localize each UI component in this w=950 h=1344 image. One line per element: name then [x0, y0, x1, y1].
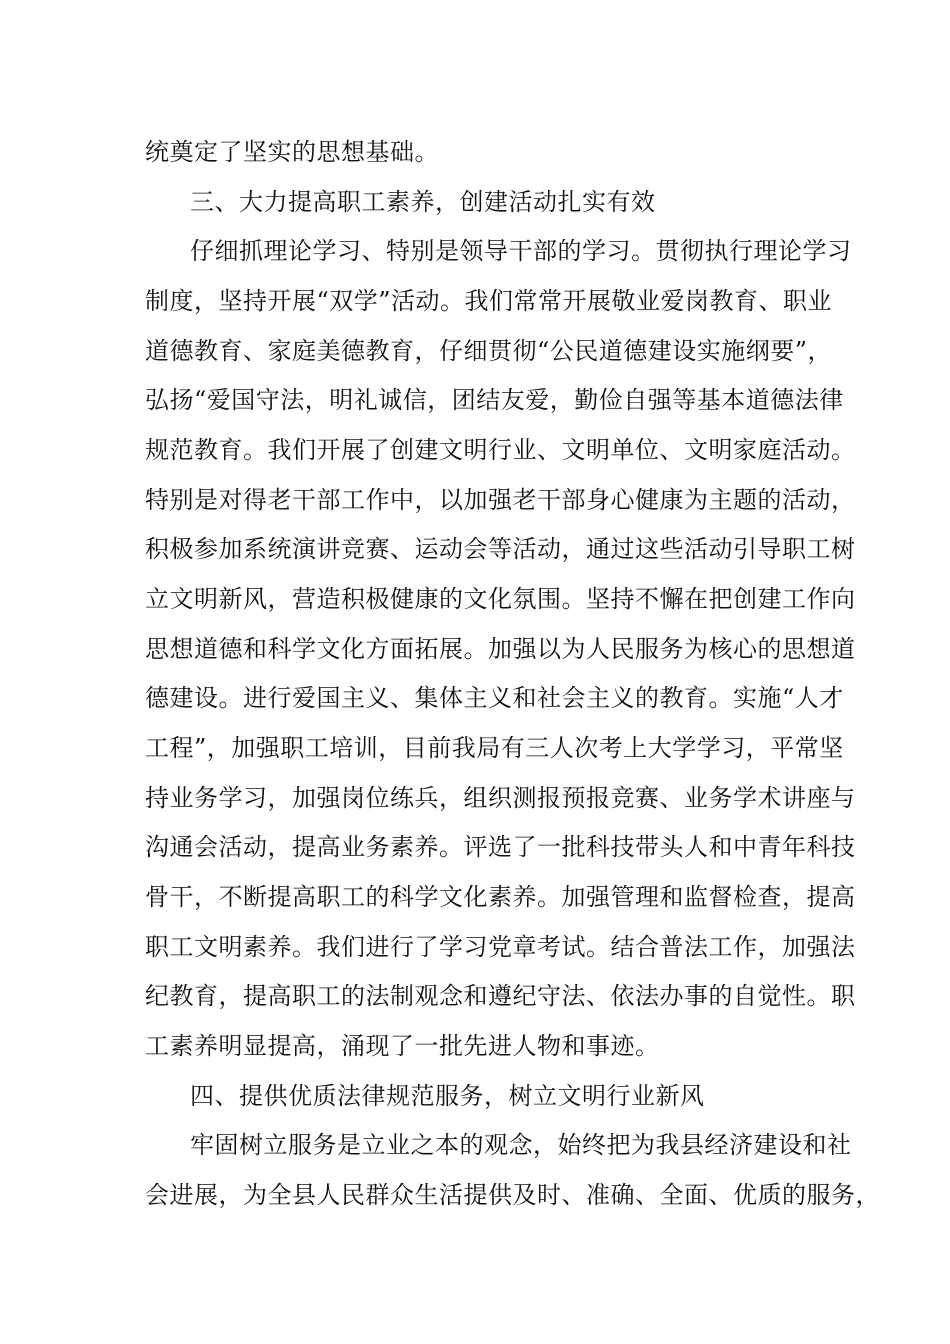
- text-line: 职工文明素养。我们进行了学习党章考试。结合普法工作，加强法: [145, 933, 856, 961]
- text-line: 思想道德和科学文化方面拓展。加强以为人民服务为核心的思想道: [145, 635, 856, 663]
- text-line: 积极参加系统演讲竞赛、运动会等活动，通过这些活动引导职工树: [145, 535, 856, 563]
- text-line: 工程”，加强职工培训，目前我局有三人次考上大学学习，平常坚: [145, 734, 844, 762]
- text-line: 仔细抓理论学习、特别是领导干部的学习。贯彻执行理论学习: [190, 237, 852, 265]
- section-heading-4: 四、提供优质法律规范服务，树立文明行业新风: [190, 1082, 705, 1110]
- text-line: 沟通会活动，提高业务素养。评选了一批科技带头人和中青年科技: [145, 833, 856, 861]
- section-heading-3: 三、大力提高职工素养，创建活动扎实有效: [190, 188, 656, 216]
- text-line: 规范教育。我们开展了创建文明行业、文明单位、文明家庭活动。: [145, 436, 856, 464]
- text-line: 道德教育、家庭美德教育，仔细贯彻“公民道德建设实施纲要”，: [145, 337, 833, 365]
- text-line: 纪教育，提高职工的法制观念和遵纪守法、依法办事的自觉性。职: [145, 982, 856, 1010]
- text-line: 工素养明显提高，涌现了一批先进人物和事迹。: [145, 1032, 660, 1060]
- text-line: 持业务学习，加强岗位练兵，组织测报预报竞赛、业务学术讲座与: [145, 784, 856, 812]
- text-line: 德建设。进行爱国主义、集体主义和社会主义的教育。实施“人才: [145, 684, 844, 712]
- text-line: 特别是对得老干部工作中，以加强老干部身心健康为主题的活动，: [145, 486, 856, 514]
- text-line: 统奠定了坚实的思想基础。: [145, 138, 439, 166]
- text-line: 骨干，不断提高职工的科学文化素养。加强管理和监督检查，提高: [145, 883, 856, 911]
- text-line: 制度，坚持开展“双学”活动。我们常常开展敬业爱岗教育、职业: [145, 287, 833, 315]
- text-line: 立文明新风，营造积极健康的文化氛围。坚持不懈在把创建工作向: [145, 585, 856, 613]
- text-line: 会进展，为全县人民群众生活提供及时、准确、全面、优质的服务，: [145, 1181, 880, 1209]
- text-line: 牢固树立服务是立业之本的观念，始终把为我县经济建设和社: [190, 1131, 852, 1159]
- text-line: 弘扬“爱国守法，明礼诚信，团结友爱，勤俭自强等基本道德法律: [145, 386, 844, 414]
